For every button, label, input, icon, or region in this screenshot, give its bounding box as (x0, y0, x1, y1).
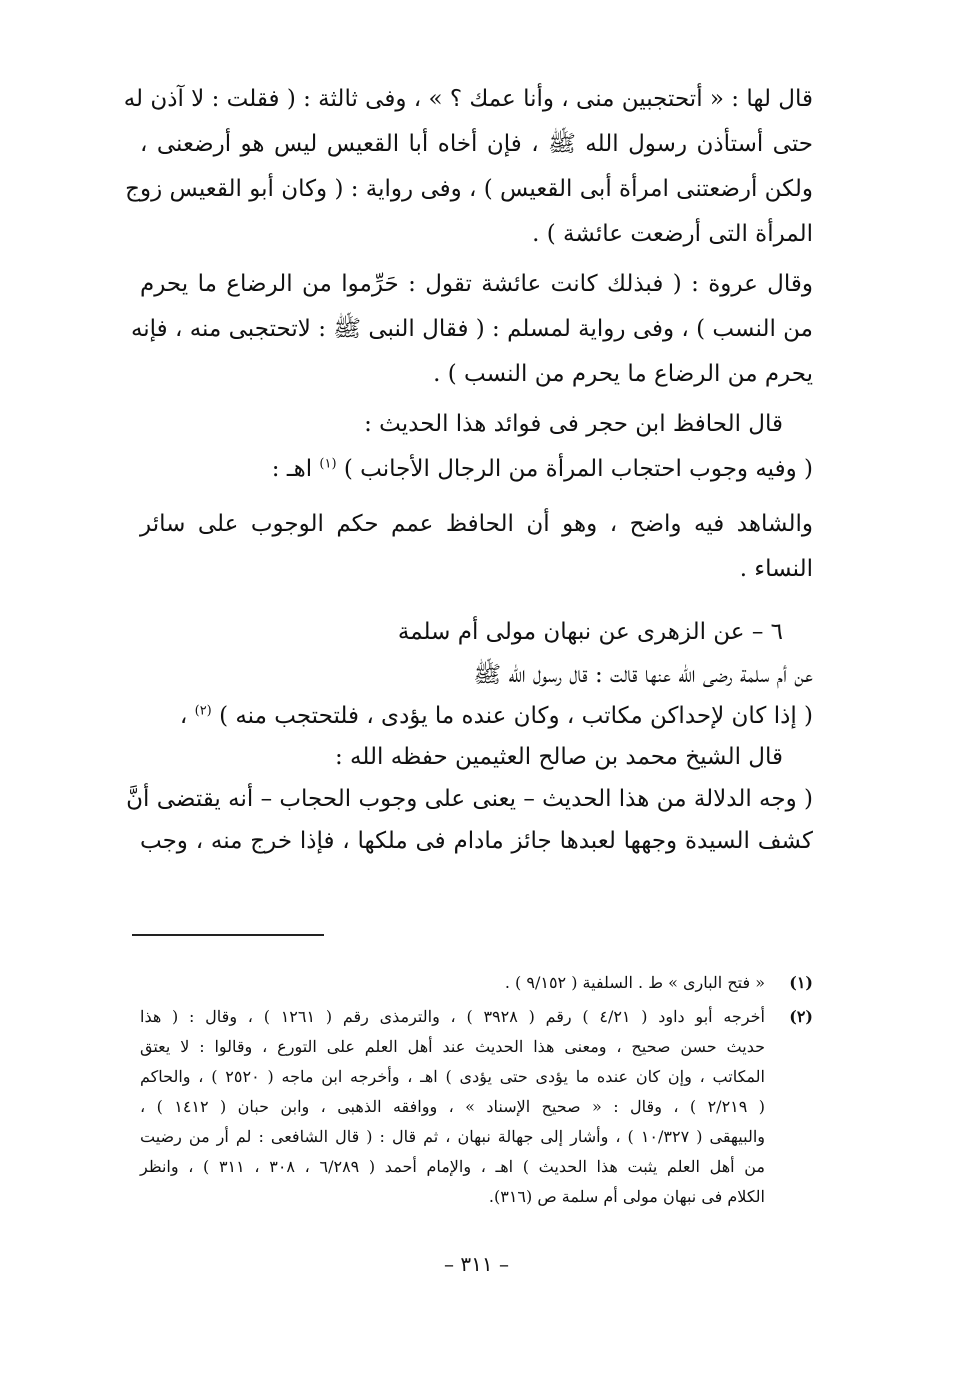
quote-text: ( وفيه وجوب احتجاب المرأة من الرجال الأجانب ) (343, 456, 813, 482)
footnote-line: من أهل العلم يثبت هذا الحديث ) اهـ ، والإمام أحمد ( ٦/٢٨٩ ، ٣٠٨ ، ٣١١ ) ، وانظر (140, 1157, 765, 1176)
footnote-ref: (٢) (194, 703, 212, 719)
footnote-divider (132, 934, 324, 936)
hadith-heading: ٦ – عن الزهرى عن نبهان مولى أم سلمة (397, 619, 783, 645)
footnote-number: (٢) (789, 1007, 813, 1026)
body-line: عن أم سلمة رضى الله عنها قالت : قال رسول الله ﷺ (473, 662, 813, 688)
footnote-line: أخرجه أبو داود ( ٤/٢١ ) رقم ( ٣٩٢٨ ) ، والترمذى رقم ( ١٢٦١ ) ، وقال : ( هذا (140, 1007, 765, 1026)
body-line: ( وجه الدلالة من هذا الحديث – يعنى على وجوب الحجاب – أنه يقتضى أنَّ (126, 786, 813, 812)
body-line: قال الحافظ ابن حجر فى فوائد هذا الحديث : (364, 411, 783, 437)
footnote-number: (١) (789, 973, 813, 992)
footnote-line: حديث حسن صحيح ، ومعنى هذا الحديث عند أهل العلم على التورع ، وقالوا : لا يعتق (140, 1037, 765, 1056)
body-line: قال لها : « أتحتجبين منى ، وأنا عمك ؟ » ، وفى ثالثة : ( فقلت : لا آذن له (123, 86, 813, 112)
body-line: ولكن أرضعتنى امرأة أبى القعيس ) ، وفى رواية : ( وكان أبو القعيس زوج (125, 176, 813, 202)
page-number: – ٣١١ – (444, 1252, 509, 1276)
body-line: النساء . (739, 556, 813, 582)
body-line: وقال عروة : ( فبذلك كانت عائشة تقول : حَرِّموا من الرضاع ما يحرم (140, 271, 813, 297)
body-line: والشاهد فيه واضح ، وهو أن الحافظ عمم حكم الوجوب على سائر (140, 511, 813, 537)
body-line: يحرم من الرضاع ما يحرم من النسب ) . (433, 361, 813, 387)
hadith-text: ( إذا كان لإحداكن مكاتب ، وكان عنده ما يؤدى ، فلتحتجب منه ) (219, 703, 813, 729)
footnote-line: الكلام فى نبهان مولى أم سلمة ص (٣١٦). (488, 1187, 765, 1206)
body-line (140, 450, 813, 488)
body-line (140, 697, 813, 735)
footnote-line: « فتح البارى » ط . السلفية ( ٩/١٥٢ ) . (504, 973, 765, 992)
body-line: من النسب ) ، وفى رواية لمسلم : ( فقال النبى ﷺ : لاتحتجبى منه ، فإنه (130, 316, 813, 342)
footnote-line: والبيهقى ( ١٠/٣٢٧ ) ، وأشار إلى جهالة نبهان ، ثم قال : ( قال الشافعى : لم أر من رضيت (140, 1127, 766, 1146)
footnote-ref: (١) (319, 456, 337, 472)
body-line: كشف السيدة وجهها لعبدها جائز مادام فى ملكها ، فإذا خرج منه ، وجب (140, 828, 813, 854)
body-line: قال الشيخ محمد بن صالح العثيمين حفظه الله : (334, 744, 783, 770)
comma: ، (179, 703, 188, 729)
body-line: حتى أستأذن رسول الله ﷺ ، فإن أخاه أبا القعيس ليس هو أرضعنى ، (140, 131, 813, 157)
quote-end: اهـ : (271, 456, 313, 482)
body-line: المرأة التى أرضعت عائشة ) . (532, 221, 813, 247)
footnote-line: ( ٢/٢١٩ ) ، وقال : « صحيح الإسناد » ، ووافقه الذهبى ، وابن حبان ( ١٤١٢ ) ، (140, 1097, 765, 1116)
footnote-line: المكاتب ، وإن كان عنده ما يؤدى حتى يؤدى ) اهـ ، وأخرجه ابن ماجه ( ٢٥٢٠ ) ، والحاكم (140, 1067, 766, 1086)
